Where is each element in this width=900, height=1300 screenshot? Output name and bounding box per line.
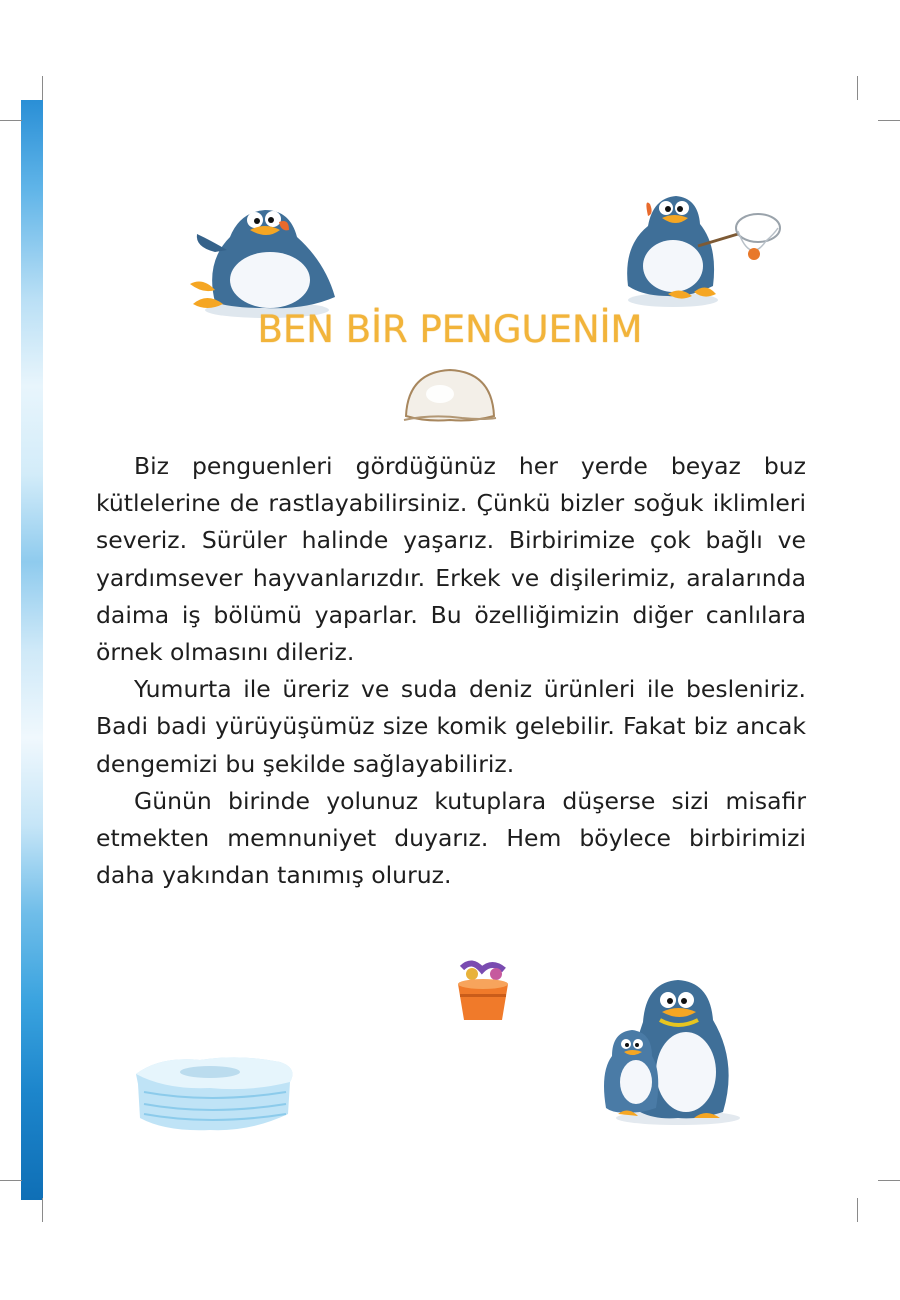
egg-icon xyxy=(402,364,498,426)
crop-mark xyxy=(857,1198,858,1222)
crop-mark xyxy=(0,120,22,121)
penguin-with-net-icon xyxy=(618,186,783,311)
crop-mark xyxy=(42,76,43,100)
crop-mark xyxy=(42,1198,43,1222)
sitting-penguin-icon xyxy=(185,192,345,322)
paragraph-1: Biz penguenleri gördüğünüz her yerde beyaz buz kütlelerine de rastlayabilirsiniz. Çünkü bizler soğuk iklimleri severiz. Sürüler halinde yaşarız. Birbirimize çok bağlı ve yardımsever hayvanlarızdır. Erkek ve dişilerimiz, aralarında daima iş bölümü yaparlar. Bu özelliğimizin diğer canlılara örnek olmasını dileriz. xyxy=(96,452,806,667)
body-text xyxy=(96,448,806,894)
ice-strip-decoration xyxy=(21,100,43,1200)
fish-bucket-icon xyxy=(452,960,514,1022)
paragraph-2: Yumurta ile üreriz ve suda deniz ürünleri ile besleniriz. Badi badi yürüyüşümüz size komik gelebilir. Fakat biz ancak dengemizi bu şekilde sağlayabiliriz. xyxy=(96,675,806,778)
crop-mark xyxy=(878,120,900,121)
paragraph-3: Günün birinde yolunuz kutuplara düşerse sizi misafir etmekten memnuniyet duyarız. Hem böylece birbirimizi daha yakından tanımış oluruz. xyxy=(96,786,806,890)
ice-floe-icon xyxy=(130,1052,300,1134)
penguin-family-icon xyxy=(598,972,743,1127)
page-title: BEN BİR PENGUENİM xyxy=(257,308,643,351)
crop-mark xyxy=(0,1180,22,1181)
crop-mark xyxy=(857,76,858,100)
crop-mark xyxy=(878,1180,900,1181)
